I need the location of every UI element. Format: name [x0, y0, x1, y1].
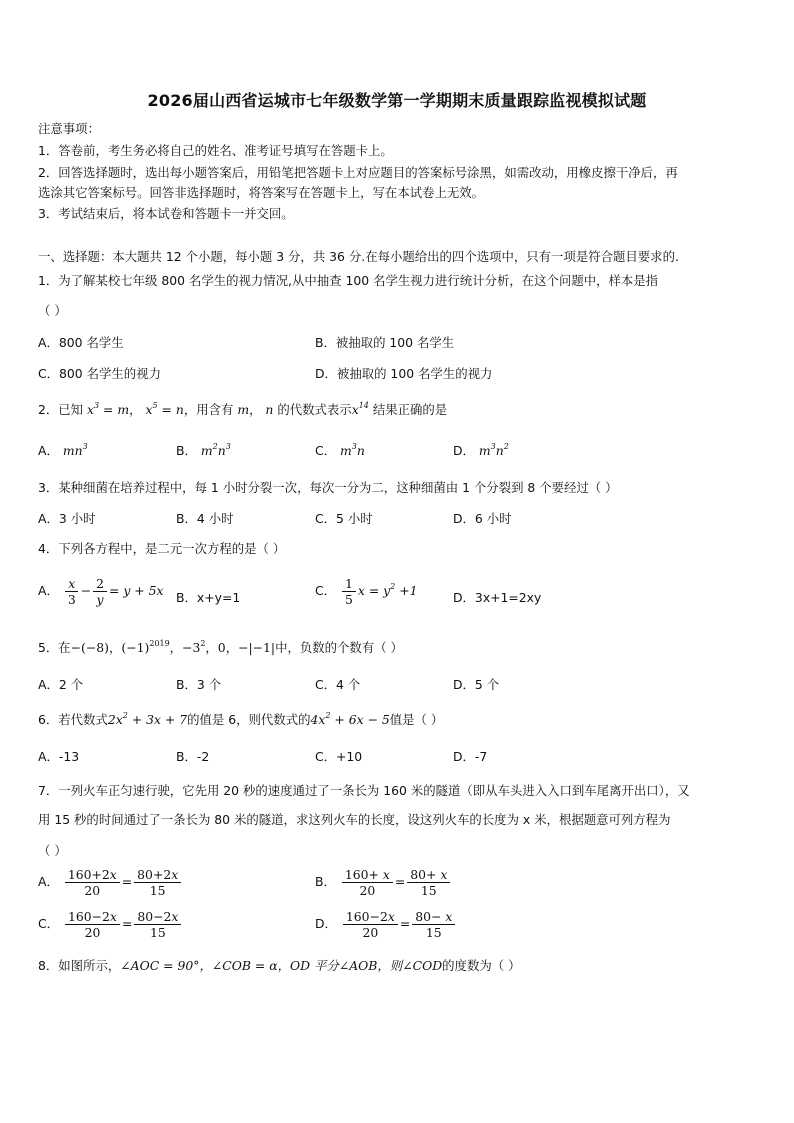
- q3-option-c: C．5 小时: [315, 511, 373, 526]
- q1-option-b: B．被抽取的 100 名学生: [315, 335, 455, 350]
- q2-stem-mid3: ，: [249, 402, 262, 417]
- q5-option-b: B．3 个: [176, 677, 222, 692]
- q4-option-c: C． $\frac{1}{5}$ $x = y^2 +1$: [315, 576, 418, 607]
- q7-option-c: C． $\frac{160-2x}{20}$ = $\frac{80-2x}{15}$: [38, 909, 183, 940]
- q4-option-d: D．3x+1=2xy: [453, 590, 542, 605]
- notice-heading: 注意事项：: [38, 121, 100, 136]
- question-5-stem: 5．在−(−8)，$(-1)^{2019}$，$-3^2$，0，−|−1|中，负数的个数有（ ）: [38, 639, 403, 655]
- q2-stem-post: 结果正确的是: [372, 402, 448, 417]
- q1-option-d: D．被抽取的 100 名学生的视力: [315, 366, 493, 381]
- q2-stem-mid4: 的代数式表示: [277, 402, 352, 417]
- q2-option-d: D． $m^3n^2$: [453, 442, 509, 458]
- q6-option-a: A．-13: [38, 749, 80, 764]
- q2-stem-pre: 2．已知: [38, 402, 84, 417]
- page-title: 2026届山西省运城市七年级数学第一学期期末质量跟踪监视模拟试题: [147, 91, 647, 110]
- question-7-line-2: 用 15 秒的时间通过了一条长为 80 米的隧道，求这列火车的长度，设这列火车的长度为 x 米，根据题意可列方程为: [38, 812, 671, 827]
- question-1-stem: 1．为了解某校七年级 800 名学生的视力情况,从中抽查 100 名学生视力进行统计分析，在这个问题中，样本是指: [38, 273, 659, 288]
- question-1-paren: （ ）: [38, 303, 67, 318]
- q6-expr-1: $2x^2 + 3x + 7$: [107, 711, 188, 727]
- q4-option-a: A． $\frac{x}{3}$ − $\frac{2}{y}$ = y + 5x: [38, 576, 164, 607]
- q2-formula-2: $x^5 = n$: [145, 401, 184, 417]
- notice-item-2-cont: 选涂其它答案标号。回答非选择题时，将答案写在答题卡上，写在本试卷上无效。: [38, 185, 485, 200]
- q5-option-d: D．5 个: [453, 677, 500, 692]
- q2-stem-mid2: ，用含有: [183, 402, 234, 417]
- q2-option-b: B． $m^2n^3$: [176, 442, 231, 458]
- q2-option-a: A． $mn^3$: [38, 442, 88, 458]
- q3-option-a: A．3 小时: [38, 511, 96, 526]
- q2-formula-3: $x^{14}$: [351, 401, 369, 417]
- q5-option-a: A．2 个: [38, 677, 84, 692]
- question-8-stem: 8．如图所示，∠AOC = 90°，∠COB = α，OD 平分∠AOB，则∠COD的度数为（ ）: [38, 958, 521, 973]
- q2-var-n: n: [265, 402, 274, 417]
- question-4-stem: 4．下列各方程中，是二元一次方程的是（ ）: [38, 541, 286, 556]
- q2-stem-mid1: ，: [129, 402, 142, 417]
- q8-conditions: ∠AOC = 90°，∠COB = α，OD 平分∠AOB，则∠COD: [120, 958, 443, 973]
- q3-option-d: D．6 小时: [453, 511, 512, 526]
- q6-option-b: B．-2: [176, 749, 210, 764]
- question-6-stem: 6．若代数式$2x^2 + 3x + 7$的值是 6，则代数式的$4x^2 + 6x - 5$值是（ ）: [38, 711, 444, 727]
- q6-expr-2: $4x^2 + 6x - 5$: [310, 711, 390, 727]
- q6-option-c: C．+10: [315, 749, 363, 764]
- q1-option-c: C．800 名学生的视力: [38, 366, 161, 381]
- q5-option-c: C．4 个: [315, 677, 361, 692]
- question-3-stem: 3．某种细菌在培养过程中，每 1 小时分裂一次，每次一分为二，这种细菌由 1 个分裂到 8 个要经过（ ）: [38, 480, 618, 495]
- notice-item-1: 1．答卷前，考生务必将自己的姓名、准考证号填写在答题卡上。: [38, 143, 393, 158]
- q4-option-b: B．x+y=1: [176, 590, 241, 605]
- q7-option-d: D． $\frac{160-2x}{20}$ = $\frac{80- x}{15}$: [315, 909, 457, 940]
- q1-option-a: A．800 名学生: [38, 335, 124, 350]
- q5-numbers: −(−8)，$(-1)^{2019}$，$-3^2$，0，−|−1|: [70, 639, 276, 655]
- q3-option-b: B．4 小时: [176, 511, 234, 526]
- notice-item-3: 3．考试结束后，将本试卷和答题卡一并交回。: [38, 206, 294, 221]
- question-2-stem: [38, 402, 447, 418]
- q7-option-b: B． $\frac{160+ x}{20}$ = $\frac{80+ x}{15}$: [315, 867, 452, 898]
- q6-option-d: D．-7: [453, 749, 488, 764]
- q2-option-c: C． $m^3n$: [315, 442, 365, 458]
- notice-item-2: 2．回答选择题时，选出每小题答案后，用铅笔把答题卡上对应题目的答案标号涂黑，如需改动，用橡皮擦干净后，再: [38, 165, 678, 180]
- question-7-line-1: 7．一列火车正匀速行驶，它先用 20 秒的速度通过了一条长为 160 米的隧道（即从车头进入入口到车尾离开出口），又: [38, 783, 690, 798]
- q7-option-a: A． $\frac{160+2x}{20}$ = $\frac{80+2x}{15}$: [38, 867, 183, 898]
- question-7-paren: （ ）: [38, 843, 67, 858]
- q2-formula-1: $x^3 = m$: [87, 401, 130, 417]
- section-heading: 一、选择题：本大题共 12 个小题，每小题 3 分，共 36 分.在每小题给出的四个选项中，只有一项是符合题目要求的.: [38, 249, 679, 264]
- q2-var-m: m: [237, 402, 250, 417]
